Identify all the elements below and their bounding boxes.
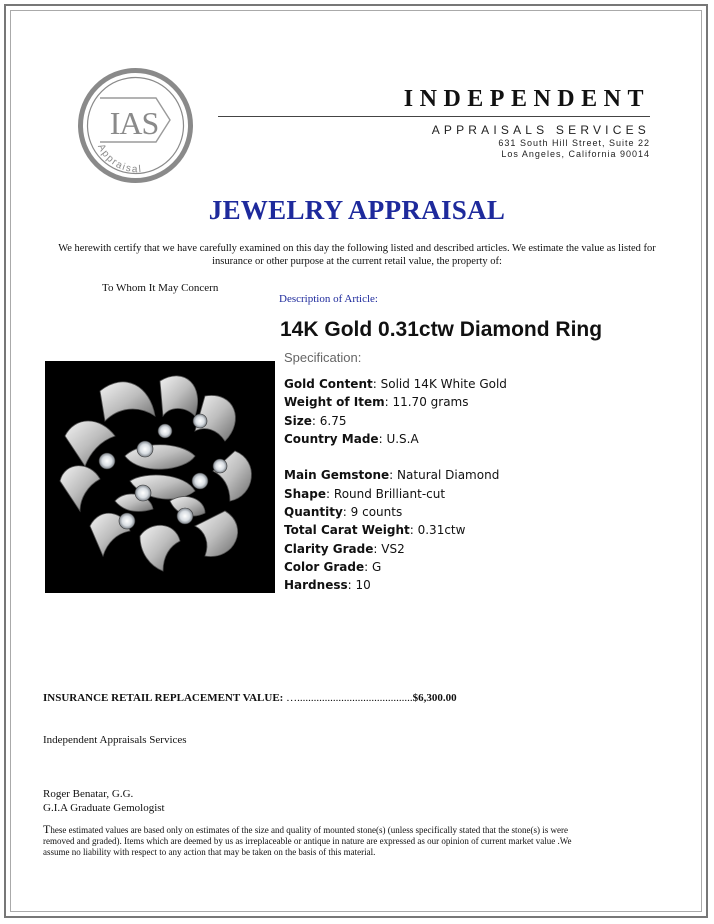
spec-label: Gold Content bbox=[284, 377, 373, 391]
company-address-line1: 631 South Hill Street, Suite 22 bbox=[498, 138, 650, 148]
spec-row-shape: Shape: Round Brilliant-cut bbox=[284, 486, 446, 501]
recipient: To Whom It May Concern bbox=[102, 282, 219, 294]
ring-photo bbox=[45, 361, 275, 593]
spec-row-size: Size: 6.75 bbox=[284, 413, 347, 428]
spec-value: Solid 14K White Gold bbox=[380, 377, 507, 391]
spec-value: 0.31ctw bbox=[417, 523, 466, 538]
spec-row-clarity: Clarity Grade: VS2 bbox=[284, 541, 405, 556]
spec-row-country: Country Made: U.S.A bbox=[284, 431, 419, 446]
replacement-value-label: INSURANCE RETAIL REPLACEMENT VALUE: bbox=[43, 692, 284, 704]
spec-label: Total Carat Weight bbox=[284, 523, 410, 538]
spec-value: G bbox=[371, 559, 382, 574]
logo-monogram: IAS bbox=[109, 105, 159, 141]
spec-row-total-carat: Total Carat Weight: 0.31ctw bbox=[284, 523, 466, 538]
spec-label: Main Gemstone bbox=[284, 468, 390, 483]
spec-value: VS2 bbox=[381, 541, 405, 556]
spec-row-hardness: Hardness: 10 bbox=[284, 578, 371, 593]
disclaimer-text: hese estimated values are based only on estimates of the size and quality of mounted stone(s) (unless specifically stated that the stone(s) is were removed and graded). Items which are deemed by us as irreplaceable or antique in nature are expressed as our opinion of current market value .We assume no liability with respect to any action that may be taken on the basis of this material. bbox=[43, 825, 572, 857]
logo-ring-text: Appraisal bbox=[95, 142, 143, 176]
document-title: JEWELRY APPRAISAL bbox=[208, 195, 506, 225]
company-address-line2: Los Angeles, California 90014 bbox=[501, 149, 650, 159]
spec-value: 6.75 bbox=[319, 413, 347, 428]
description-label: Description of Article: bbox=[279, 293, 378, 305]
specification-list bbox=[284, 375, 507, 595]
replacement-value-dots: ….......................................... bbox=[286, 692, 413, 704]
header-rule bbox=[218, 116, 650, 117]
spec-value: U.S.A bbox=[386, 431, 419, 446]
signer-credential: G.I.A Graduate Gemologist bbox=[43, 802, 165, 814]
spec-label: Size bbox=[284, 413, 312, 428]
spec-row-weight: Weight of Item: 11.70 grams bbox=[284, 395, 469, 410]
spec-row-main-gemstone: Main Gemstone: Natural Diamond bbox=[284, 468, 500, 483]
ias-logo bbox=[78, 68, 193, 183]
company-name: INDEPENDENT bbox=[403, 86, 650, 112]
specification-label: Specification: bbox=[284, 350, 362, 365]
signer-name: Roger Benatar, G.G. bbox=[43, 788, 134, 800]
disclaimer bbox=[43, 824, 583, 858]
spec-label: Color Grade bbox=[284, 559, 365, 574]
spec-label: Weight of Item bbox=[284, 395, 385, 410]
spec-value: 9 counts bbox=[350, 505, 403, 520]
signer-block bbox=[43, 787, 165, 815]
spec-value: Natural Diamond bbox=[397, 468, 500, 483]
item-title: 14K Gold 0.31ctw Diamond Ring bbox=[280, 318, 603, 341]
spec-row-quantity: Quantity: 9 counts bbox=[284, 505, 403, 520]
spec-label: Shape bbox=[284, 486, 327, 501]
replacement-value bbox=[43, 692, 457, 704]
company-header bbox=[270, 86, 650, 160]
disclaimer-initial: T bbox=[43, 822, 51, 836]
spec-value: Round Brilliant-cut bbox=[333, 486, 446, 501]
spec-label: Quantity bbox=[284, 505, 343, 520]
signature-company: Independent Appraisals Services bbox=[43, 734, 187, 746]
spec-label: Country Made bbox=[284, 431, 379, 446]
certify-text: We herewith certify that we have carefully examined on this day the following listed and described articles. We estimate the value as listed for insurance or other purpose at the current retail value, the property of: bbox=[58, 243, 656, 267]
spec-value: 10 bbox=[355, 578, 371, 593]
replacement-value-amount: $6,300.00 bbox=[412, 692, 457, 704]
spec-label: Hardness bbox=[284, 578, 348, 593]
spec-value: 11.70 grams bbox=[392, 395, 469, 410]
spec-row-color: Color Grade: G bbox=[284, 559, 382, 574]
company-subtitle: APPRAISALS SERVICES bbox=[431, 123, 650, 137]
spec-gap bbox=[284, 448, 507, 466]
spec-row-gold-content: Gold Content: Solid 14K White Gold bbox=[284, 377, 507, 391]
spec-label: Clarity Grade bbox=[284, 541, 374, 556]
